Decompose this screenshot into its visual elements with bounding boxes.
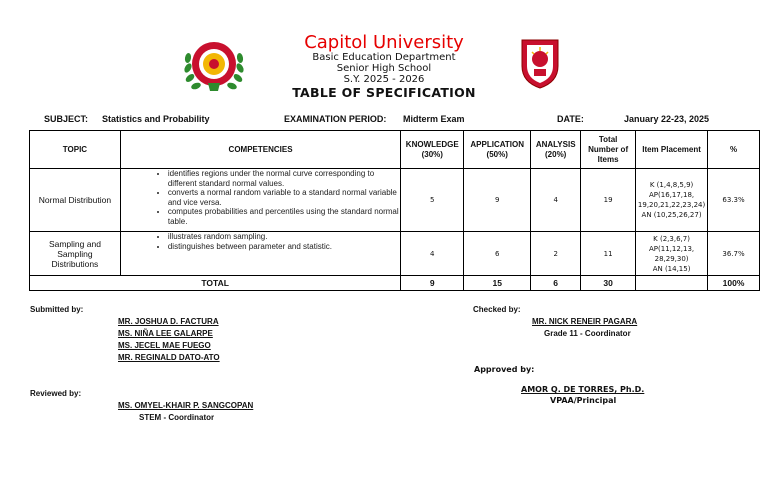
competency-item: • distinguishes between parameter and statistic.: [168, 242, 400, 252]
school-year: S.Y. 2025 - 2026: [343, 74, 425, 85]
table-row: [30, 232, 760, 276]
table-row: [30, 169, 760, 232]
total-items-cell: 11: [581, 232, 636, 276]
application-cell: 6: [464, 232, 531, 276]
total-row: [30, 276, 760, 291]
analysis-cell: 2: [531, 232, 581, 276]
document-title: TABLE OF SPECIFICATION: [292, 85, 476, 100]
university-name: Capitol University: [304, 32, 464, 53]
total-analysis: 6: [531, 276, 581, 291]
submitter-name: MR. JOSHUA D. FACTURA: [118, 317, 219, 326]
submitter-name: MS. JECEL MAE FUEGO: [118, 341, 211, 350]
reviewed-by-label: Reviewed by:: [30, 389, 82, 398]
header-topic: TOPIC: [30, 131, 121, 169]
total-placement: [636, 276, 708, 291]
competency-item: • identifies regions under the normal curve corresponding to different standard normal values.: [168, 169, 400, 188]
total-application: 15: [464, 276, 531, 291]
total-items-cell: 19: [581, 169, 636, 232]
item-placement-cell: K (2,3,6,7) AP(11,12,13, 28,29,30) AN (14,15): [636, 232, 708, 276]
reviewer-role: STEM - Coordinator: [139, 413, 215, 422]
reviewer-name: MS. OMYEL-KHAIR P. SANGCOPAN: [118, 401, 254, 410]
total-knowledge: 9: [401, 276, 464, 291]
total-items: 30: [581, 276, 636, 291]
checker-role: Grade 11 - Coordinator: [544, 329, 631, 338]
header-percent: %: [708, 131, 760, 169]
header-competencies: COMPETENCIES: [120, 131, 400, 169]
submitter-name: MR. REGINALD DATO-ATO: [118, 353, 220, 362]
approved-by-label: Approved by:: [474, 365, 535, 374]
total-percent: 100%: [708, 276, 760, 291]
knowledge-cell: 4: [401, 232, 464, 276]
header-knowledge: KNOWLEDGE (30%): [401, 131, 464, 169]
header-item-placement: Item Placement: [636, 131, 708, 169]
specification-table: [29, 130, 760, 291]
percent-cell: 63.3%: [708, 169, 760, 232]
topic-cell: Normal Distribution: [30, 169, 121, 232]
checked-by-label: Checked by:: [473, 305, 521, 314]
subject-label: SUBJECT:: [44, 114, 89, 124]
header-application: APPLICATION (50%): [464, 131, 531, 169]
item-placement-cell: K (1,4,8,5,9) AP(16,17,18, 19,20,21,22,23,24) AN (10,25,26,27): [636, 169, 708, 232]
competency-item: • converts a normal random variable to a standard normal variable and vice versa.: [168, 188, 400, 207]
header-total-items: Total Number of Items: [581, 131, 636, 169]
submitted-by-label: Submitted by:: [30, 305, 84, 314]
header-analysis: ANALYSIS (20%): [531, 131, 581, 169]
date-label: DATE:: [557, 114, 584, 124]
period-value: Midterm Exam: [403, 114, 465, 124]
percent-cell: 36.7%: [708, 232, 760, 276]
competency-item: • illustrates random sampling.: [168, 232, 400, 242]
knowledge-cell: 5: [401, 169, 464, 232]
competencies-cell: [120, 169, 400, 232]
competencies-cell: [120, 232, 400, 276]
approver-role: VPAA/Principal: [550, 396, 617, 405]
period-label: EXAMINATION PERIOD:: [284, 114, 387, 124]
topic-cell: Sampling and Sampling Distributions: [30, 232, 121, 276]
subject-value: Statistics and Probability: [102, 114, 210, 124]
competency-item: • computes probabilities and percentiles using the standard normal table.: [168, 207, 400, 226]
school-name: Senior High School: [336, 63, 432, 74]
checker-name: MR. NICK RENEIR PAGARA: [532, 317, 638, 326]
table-header-row: [30, 131, 760, 169]
approver-name: AMOR Q. DE TORRES, Ph.D.: [521, 385, 645, 394]
application-cell: 9: [464, 169, 531, 232]
submitter-name: MS. NIÑA LEE GALARPE: [118, 329, 213, 338]
date-value: January 22-23, 2025: [624, 114, 710, 124]
analysis-cell: 4: [531, 169, 581, 232]
total-label: TOTAL: [30, 276, 401, 291]
department-name: Basic Education Department: [312, 52, 456, 63]
